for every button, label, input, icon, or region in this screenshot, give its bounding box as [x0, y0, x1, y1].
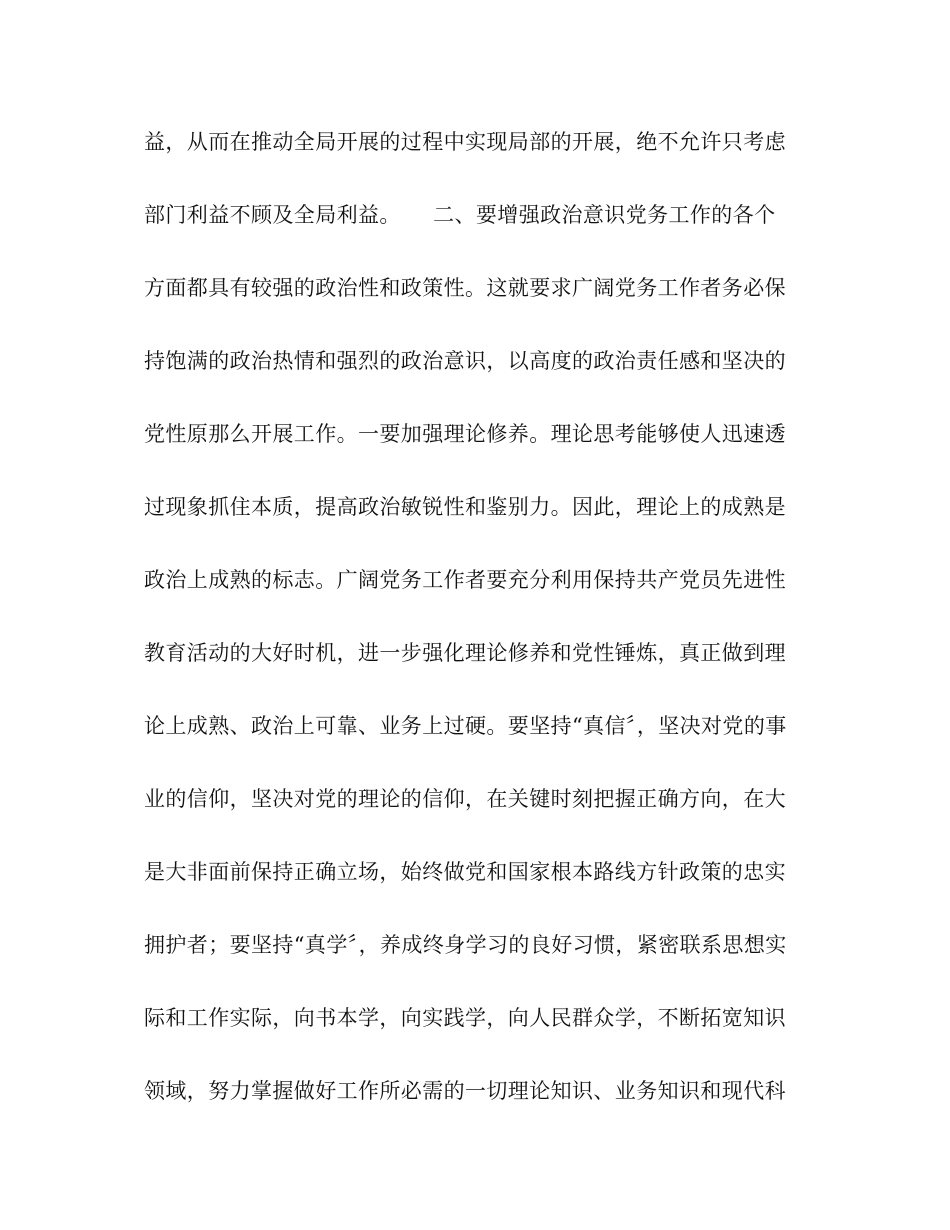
text-line: 益，从而在推动全局开展的过程中实现局部的开展，绝不允许只考虑 [144, 130, 786, 154]
text-line: 业的信仰，坚决对党的理论的信仰，在关键时刻把握正确方向，在大 [144, 787, 786, 811]
body-text [144, 121, 814, 1143]
text-line: 过现象抓住本质，提高政治敏锐性和鉴别力。因此，理论上的成熟是 [144, 495, 786, 519]
text-line: 方面都具有较强的政治性和政策性。这就要求广阔党务工作者务必保 [144, 276, 786, 300]
text-line: 拥护者；要坚持“真学〞，养成终身学习的良好习惯，紧密联系思想实 [144, 933, 787, 957]
text-line: 际和工作实际，向书本学，向实践学，向人民群众学，不断拓宽知识 [144, 1006, 786, 1030]
text-line: 政治上成熟的标志。广阔党务工作者要充分利用保持共产党员先进性 [144, 568, 786, 592]
text-line: 是大非面前保持正确立场，始终做党和国家根本路线方针政策的忠实 [144, 860, 786, 884]
text-line: 党性原那么开展工作。一要加强理论修养。理论思考能够使人迅速透 [144, 422, 786, 446]
text-line: 教育活动的大好时机，进一步强化理论修养和党性锤炼，真正做到理 [144, 641, 786, 665]
text-line: 部门利益不顾及全局利益。 二、要增强政治意识党务工作的各个 [144, 203, 776, 227]
text-line: 持饱满的政治热情和强烈的政治意识，以高度的政治责任感和坚决的 [144, 349, 786, 373]
text-line: 论上成熟、政治上可靠、业务上过硬。要坚持“真信〞，坚决对党的事 [144, 714, 787, 738]
text-line: 领域，努力掌握做好工作所必需的一切理论知识、业务知识和现代科 [144, 1079, 786, 1103]
